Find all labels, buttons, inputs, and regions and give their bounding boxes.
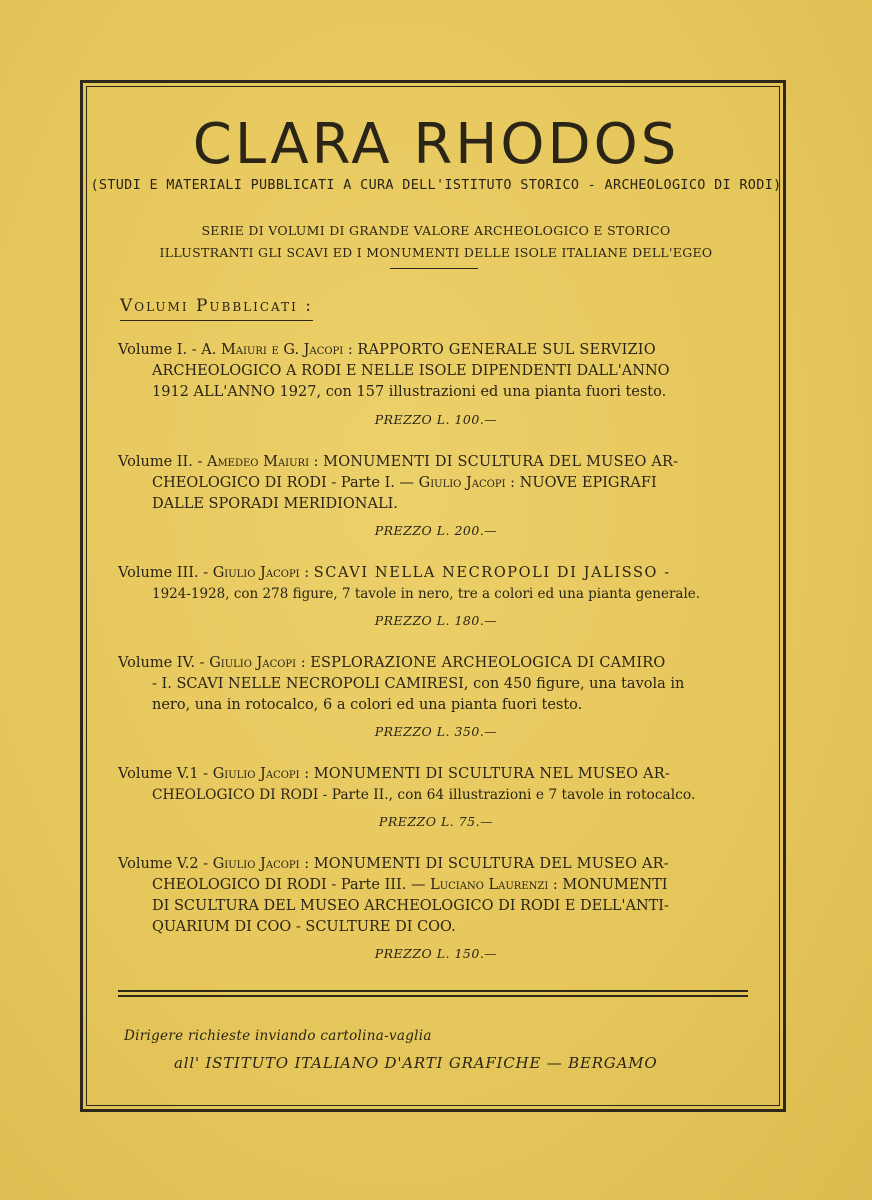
subtitle: (STUDI E MATERIALI PUBBLICATI A CURA DELL'ISTITUTO STORICO - ARCHEOLOGICO DI RODI) (90, 177, 782, 193)
volume-author: Luciano Laurenzi : (430, 877, 558, 893)
volume-entry-5 (118, 764, 748, 806)
volume-line (118, 563, 748, 584)
volume-line: DALLE SPORADI MERIDIONALI. (152, 496, 398, 512)
price: PREZZO L. 100.— (374, 412, 498, 427)
volume-line: DI SCULTURA DEL MUSEO ARCHEOLOGICO DI RODI E DELL'ANTI- (152, 898, 669, 914)
volume-line: 1912 ALL'ANNO 1927, con 157 illustrazioni ed una pianta fuori testo. (152, 384, 667, 400)
series-line: ILLUSTRANTI GLI SCAVI ED I MONUMENTI DELLE ISOLE ITALIANE DELL'EGEO (159, 245, 713, 260)
volume-author: A. Maiuri e G. Jacopi : (201, 342, 353, 358)
price: PREZZO L. 180.— (374, 613, 498, 628)
volume-label: Volume III. - (118, 565, 209, 581)
volume-label: Volume IV. - (118, 655, 205, 671)
volume-entry-2 (118, 452, 748, 515)
volume-label: Volume I. - (118, 342, 197, 358)
page-title: CLARA RHODOS (192, 112, 680, 177)
volume-author: Amedeo Maiuri : (206, 454, 319, 470)
volume-line: QUARIUM DI COO - SCULTURE DI COO. (152, 919, 456, 935)
series-line: SERIE DI VOLUMI DI GRANDE VALORE ARCHEOLOGICO E STORICO (201, 223, 671, 238)
volume-entry-6 (118, 854, 748, 938)
volume-line (118, 854, 748, 875)
volume-text: CHEOLOGICO DI RODI - Parte III. — (152, 877, 426, 893)
volume-label: Volume V.1 - (118, 766, 209, 782)
volume-author: Giulio Jacopi : (212, 766, 310, 782)
price: PREZZO L. 75.— (378, 814, 494, 829)
volume-author: Giulio Jacopi : (209, 655, 306, 671)
volume-line: CHEOLOGICO DI RODI - Parte II., con 64 illustrazioni e 7 tavole in rotocalco. (152, 787, 696, 803)
volume-line (118, 452, 748, 473)
volume-entry-3 (118, 563, 748, 605)
volume-entry-4 (118, 653, 748, 716)
section-heading: Volumi Pubblicati : (120, 296, 313, 321)
volume-label: Volume V.2 - (118, 856, 209, 872)
volume-author: Giulio Jacopi : (212, 565, 310, 581)
volume-title: RAPPORTO GENERALE SUL SERVIZIO (357, 342, 656, 358)
volume-line: nero, una in rotocalco, 6 a colori ed una pianta fuori testo. (152, 697, 583, 713)
volume-text: CHEOLOGICO DI RODI - Parte I. — (152, 475, 415, 491)
volume-title: MONUMENTI DI SCULTURA NEL MUSEO AR- (313, 766, 670, 782)
footer-address: all' ISTITUTO ITALIANO D'ARTI GRAFICHE — BERGAMO (174, 1054, 658, 1072)
volume-line (118, 340, 748, 361)
volume-entry-1 (118, 340, 748, 403)
volume-line: 1924-1928, con 278 figure, 7 tavole in nero, tre a colori ed una pianta generale. (152, 586, 701, 602)
volume-line (118, 764, 748, 785)
volume-title: SCAVI NELLA NECROPOLI DI JALISSO - (313, 565, 671, 581)
volume-title: ESPLORAZIONE ARCHEOLOGICA DI CAMIRO (310, 655, 666, 671)
series-description (0, 220, 872, 264)
volume-line (118, 875, 748, 896)
volume-line (118, 473, 748, 494)
volume-author: Giulio Jacopi : (212, 856, 310, 872)
volume-title: NUOVE EPIGRAFI (519, 475, 657, 491)
volume-line: ARCHEOLOGICO A RODI E NELLE ISOLE DIPENDENTI DALL'ANNO (152, 363, 670, 379)
volume-line: - I. SCAVI NELLE NECROPOLI CAMIRESI, con 450 figure, una tavola in (152, 676, 685, 692)
volume-title: MONUMENTI (562, 877, 668, 893)
volume-line (118, 653, 748, 674)
volume-title: MONUMENTI DI SCULTURA DEL MUSEO AR- (313, 856, 669, 872)
volume-author: Giulio Jacopi : (418, 475, 516, 491)
price: PREZZO L. 150.— (374, 946, 498, 961)
volume-label: Volume II. - (118, 454, 203, 470)
divider (390, 268, 478, 269)
price: PREZZO L. 350.— (374, 724, 498, 739)
volume-title: MONUMENTI DI SCULTURA DEL MUSEO AR- (323, 454, 679, 470)
double-divider (118, 990, 748, 997)
footer-instructions: Dirigere richieste inviando cartolina-vaglia (124, 1028, 432, 1044)
price: PREZZO L. 200.— (374, 523, 498, 538)
